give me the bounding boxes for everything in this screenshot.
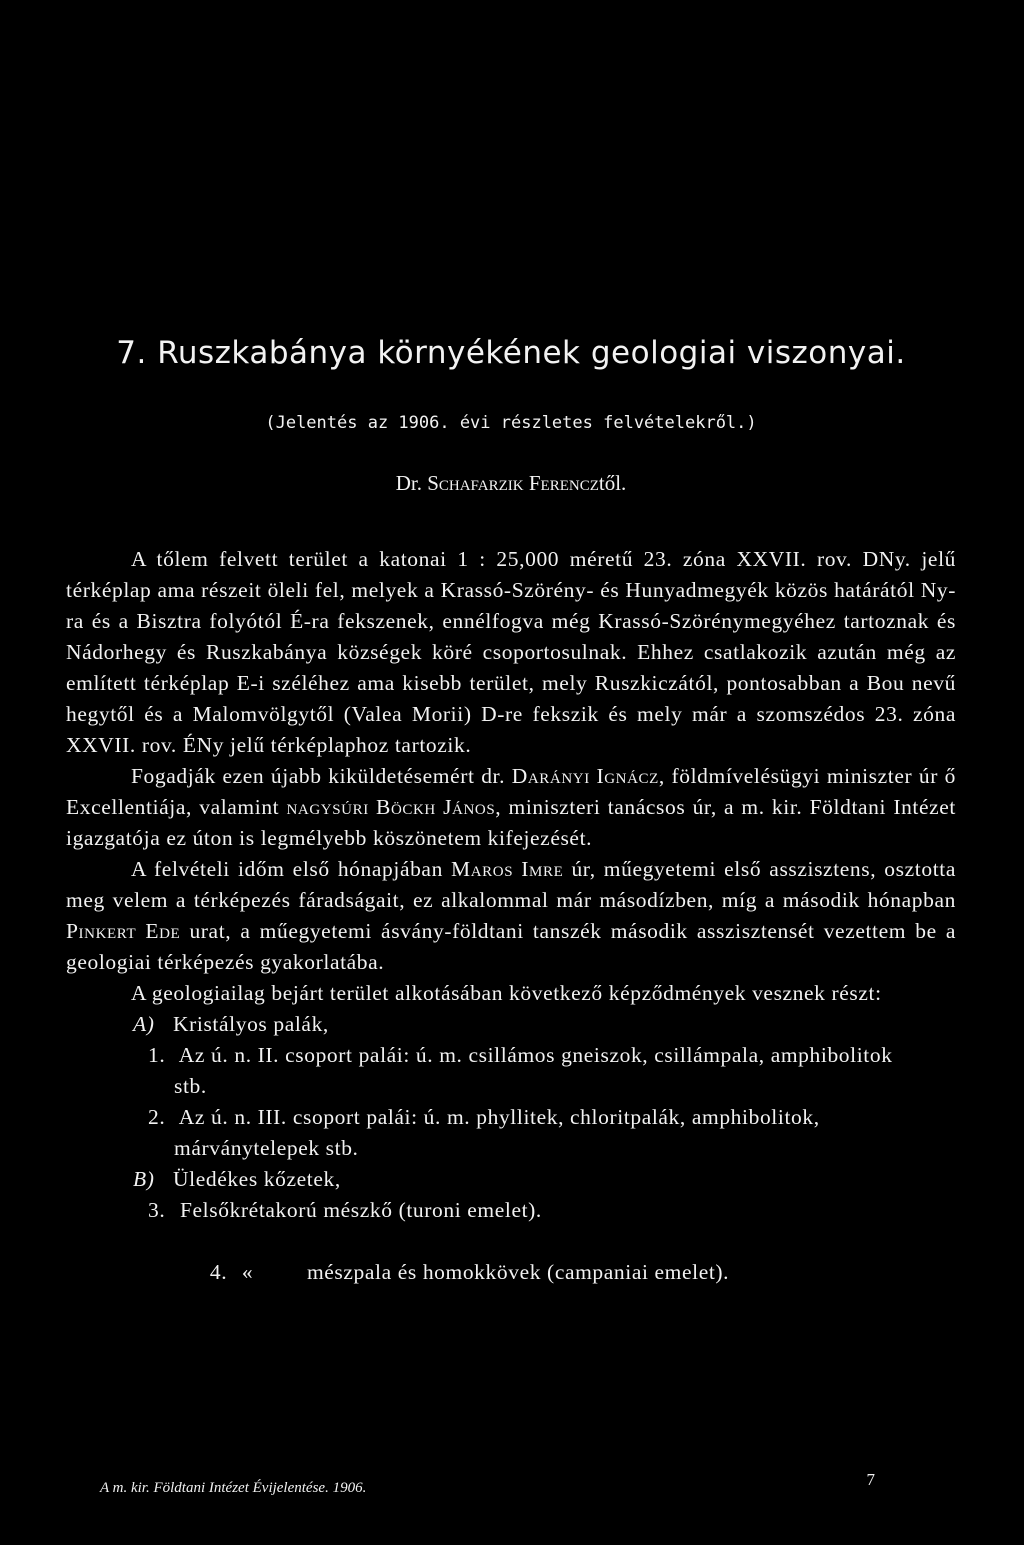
group-letter: A): [133, 1012, 155, 1036]
group-label: Üledékes kőzetek,: [173, 1167, 341, 1191]
paragraph-2-part-b: , földmívelésügyi miniszter úr ő Excellentiája, valamint: [66, 764, 956, 819]
list-item: [66, 1226, 956, 1319]
paragraph-3-part-b: úr, műegyetemi első asszisztens, osztotta meg velem a térképezés fáradságait, ez alkalommal már másodízben, míg a második hónapban: [66, 857, 956, 912]
formation-list: [66, 1009, 956, 1319]
item-number: 2.: [148, 1105, 166, 1129]
author-name: Schafarzik Ferencz: [427, 471, 599, 495]
person-name: nagysúri Böckh János: [286, 795, 496, 819]
author-line: [66, 471, 956, 496]
body-text: [66, 544, 956, 1009]
group-letter: B): [133, 1167, 155, 1191]
page-footer: [100, 1470, 875, 1497]
item-text: Felsőkrétakorú mészkő (turoni emelet).: [179, 1198, 542, 1222]
paragraph-1: A tőlem felvett terület a katonai 1 : 25,000 méretű 23. zóna XXVII. rov. DNy. jelű térképlap ama részeit öleli fel, melyek a Krassó-Szörény- és Hunyadmegyék közös határától Ny-ra és a Bisztra folyótól É-ra fekszenek, ennélfogva még Krassó-Szörénymegyéhez tartoznak és Nádorhegy és Ruszkabánya községek köré csoportosulnak. Ehhez csatlakozik azután még az említett térképlap E-i széléhez ama kisebb terület, mely Ruszkiczától, pontosabban a Bou nevű hegytől és a Malomvölgytől (Valea Morii) D-re fekszik és mely már a szomszédos 23. zóna XXVII. rov. ÉNy jelű térképlaphoz tartozik.: [66, 547, 956, 757]
paragraph-3: [66, 854, 956, 978]
item-text: Az ú. n. III. csoport palái: ú. m. phyllitek, chloritpalák, amphibolitok, márványtelepek stb.: [174, 1105, 820, 1160]
item-number: 3.: [148, 1198, 166, 1222]
list-item: [66, 1195, 956, 1226]
paragraph-2-part-c: , miniszteri tanácsos úr, a m. kir. Földtani Intézet igazgatója ez úton is legmélyebb köszönetem kifejezését.: [66, 795, 956, 850]
paragraph-2: [66, 761, 956, 854]
paragraph-3-part-a: A felvételi időm első hónapjában: [131, 857, 452, 881]
item-text: Az ú. n. II. csoport palái: ú. m. csillámos gneiszok, csillámpala, amphibolitok stb.: [174, 1043, 893, 1098]
group-heading: [66, 1009, 956, 1040]
paragraph-4: A geologiailag bejárt terület alkotásában következő képződmények vesznek részt:: [131, 981, 882, 1005]
item-number: 1.: [148, 1043, 166, 1067]
list-item: [66, 1102, 956, 1164]
person-name: Maros Imre: [451, 857, 564, 881]
author-suffix: től.: [598, 471, 627, 495]
page-number: 7: [866, 1470, 875, 1489]
paragraph-3-part-c: urat, a műegyetemi ásvány-földtani tanszék második asszisztensét vezettem be a geologiai térképezés gyakorlatába.: [66, 919, 956, 974]
author-prefix: Dr.: [395, 471, 428, 495]
document-title: 7. Ruszkabánya környékének geologiai viszonyai.: [116, 335, 906, 371]
group-label: Kristályos palák,: [173, 1012, 329, 1036]
item-text: « mészpala és homokkövek (campaniai emelet).: [241, 1260, 730, 1284]
list-item: [66, 1040, 956, 1102]
paragraph-2-part-a: Fogadják ezen újabb kiküldetésemért dr.: [131, 764, 512, 788]
document-subtitle: (Jelentés az 1906. évi részletes felvételekről.): [265, 413, 757, 433]
group-heading: [66, 1164, 956, 1195]
document-page: [66, 335, 956, 1319]
person-name: Pinkert Ede: [66, 919, 181, 943]
footer-citation: A m. kir. Földtani Intézet Évijelentése. 1906.: [100, 1480, 367, 1496]
person-name: Darányi Ignácz: [511, 764, 659, 788]
item-number: 4.: [209, 1260, 228, 1284]
